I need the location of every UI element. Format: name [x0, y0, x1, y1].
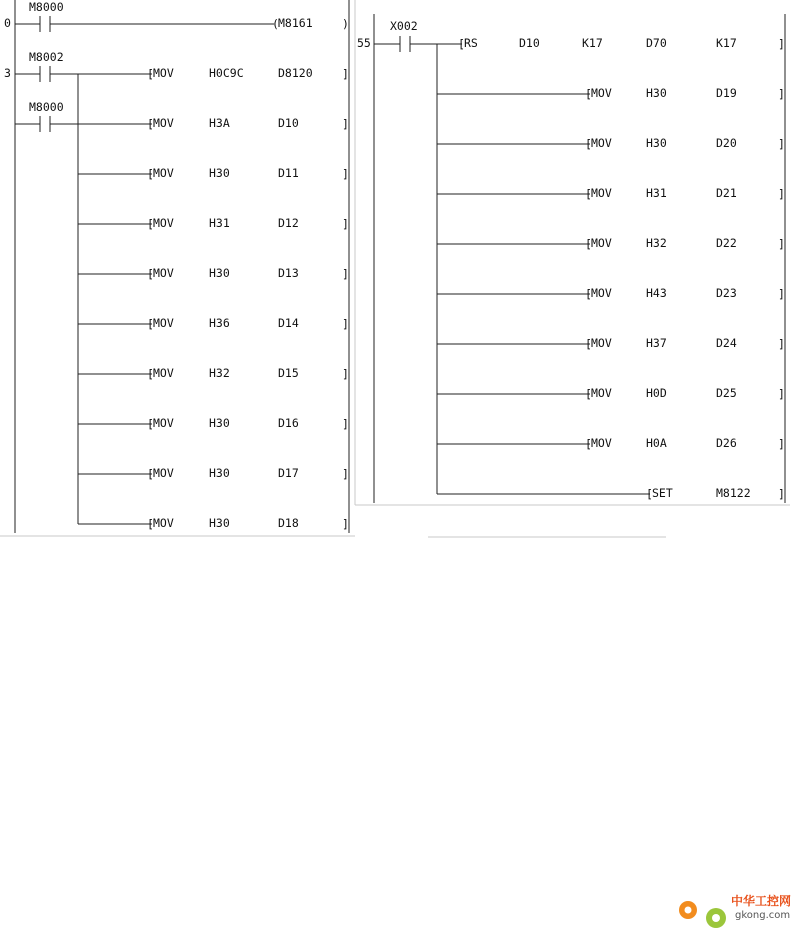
- instruction-op: MOV: [591, 336, 612, 350]
- instruction-dst: D15: [278, 366, 299, 380]
- mov-instruction: [437, 86, 785, 101]
- contact-label: M8000: [29, 100, 64, 114]
- svg-text:]: ]: [342, 467, 349, 481]
- mov-instruction: [437, 186, 785, 201]
- svg-text:[: [: [147, 217, 154, 231]
- instruction-src: H30: [646, 136, 667, 150]
- svg-text:[: [: [585, 87, 592, 101]
- mov-instruction: [437, 386, 785, 401]
- instruction-src: H37: [646, 336, 667, 350]
- instruction-op: RS: [464, 36, 478, 50]
- instruction-op: MOV: [591, 286, 612, 300]
- svg-text:]: ]: [342, 367, 349, 381]
- svg-text:[: [: [585, 187, 592, 201]
- instruction-arg: M8122: [716, 486, 751, 500]
- svg-text:[: [: [585, 287, 592, 301]
- instruction-src: H36: [209, 316, 230, 330]
- svg-text:[: [: [458, 37, 465, 51]
- instruction-src: H3A: [209, 116, 230, 130]
- svg-text:]: ]: [342, 217, 349, 231]
- contact-label: M8002: [29, 50, 64, 64]
- svg-text:]: ]: [778, 137, 785, 151]
- instruction-op: MOV: [153, 466, 174, 480]
- mov-instruction: [437, 236, 785, 251]
- mov-instruction: [78, 466, 349, 481]
- instruction-arg: D70: [646, 36, 667, 50]
- watermark: [679, 893, 791, 928]
- instruction-src: H30: [209, 466, 230, 480]
- instruction-op: MOV: [591, 386, 612, 400]
- instruction-dst: D14: [278, 316, 299, 330]
- instruction-src: H0A: [646, 436, 667, 450]
- instruction-dst: D23: [716, 286, 737, 300]
- svg-text:]: ]: [342, 417, 349, 431]
- svg-text:[: [: [585, 137, 592, 151]
- step-number: 55: [357, 36, 371, 50]
- svg-text:[: [: [147, 167, 154, 181]
- instruction-op: MOV: [591, 136, 612, 150]
- instruction-op: MOV: [153, 66, 174, 80]
- mov-instruction: [78, 116, 349, 131]
- svg-text:[: [: [147, 367, 154, 381]
- instruction-dst: D16: [278, 416, 299, 430]
- mov-instruction: [437, 136, 785, 151]
- instruction-src: H43: [646, 286, 667, 300]
- instruction-src: H32: [209, 366, 230, 380]
- gear-logo-icon: [679, 901, 726, 928]
- svg-text:[: [: [147, 117, 154, 131]
- instruction-dst: D8120: [278, 66, 313, 80]
- instruction-dst: D22: [716, 236, 737, 250]
- mov-instruction: [78, 66, 349, 81]
- svg-text:[: [: [585, 237, 592, 251]
- svg-text:]: ]: [342, 117, 349, 131]
- instruction-op: MOV: [153, 316, 174, 330]
- instruction-op: MOV: [153, 416, 174, 430]
- instruction-op: MOV: [591, 236, 612, 250]
- svg-text:]: ]: [778, 337, 785, 351]
- svg-text:]: ]: [342, 517, 349, 531]
- svg-text:[: [: [646, 487, 653, 501]
- mov-instruction: [78, 316, 349, 331]
- instruction-dst: D17: [278, 466, 299, 480]
- mov-instruction: [78, 366, 349, 381]
- instruction-src: H30: [209, 416, 230, 430]
- svg-text:]: ]: [778, 487, 785, 501]
- mov-instruction: [437, 336, 785, 351]
- mov-instruction: [78, 516, 349, 531]
- instruction-dst: D13: [278, 266, 299, 280]
- svg-text:[: [: [147, 517, 154, 531]
- instruction-op: MOV: [153, 116, 174, 130]
- instruction-src: H30: [209, 166, 230, 180]
- svg-text:[: [: [147, 417, 154, 431]
- instruction-src: H31: [209, 216, 230, 230]
- svg-text:[: [: [147, 317, 154, 331]
- instruction-dst: D10: [278, 116, 299, 130]
- instruction-src: H32: [646, 236, 667, 250]
- contact-label: M8000: [29, 0, 64, 14]
- instruction-src: H0D: [646, 386, 667, 400]
- right-panel: [357, 14, 785, 503]
- instruction-arg: K17: [716, 36, 737, 50]
- instruction-src: H30: [209, 266, 230, 280]
- svg-text:[: [: [147, 67, 154, 81]
- svg-text:]: ]: [778, 37, 785, 51]
- svg-text:): ): [342, 17, 349, 31]
- mov-instruction: [78, 166, 349, 181]
- svg-text:]: ]: [778, 187, 785, 201]
- instruction-dst: D11: [278, 166, 299, 180]
- instruction-arg: K17: [582, 36, 603, 50]
- instruction-op: MOV: [153, 266, 174, 280]
- instruction-op: MOV: [591, 86, 612, 100]
- svg-text:]: ]: [778, 387, 785, 401]
- instruction-dst: D24: [716, 336, 737, 350]
- instruction-op: MOV: [153, 216, 174, 230]
- svg-text:[: [: [585, 387, 592, 401]
- instruction-src: H30: [646, 86, 667, 100]
- instruction-arg: D10: [519, 36, 540, 50]
- svg-text:]: ]: [342, 67, 349, 81]
- watermark-text: 中华工控网: [731, 894, 792, 908]
- instruction-dst: D25: [716, 386, 737, 400]
- svg-text:]: ]: [778, 87, 785, 101]
- instruction-dst: D18: [278, 516, 299, 530]
- mov-instruction: [78, 216, 349, 231]
- mov-instruction: [78, 416, 349, 431]
- svg-text:]: ]: [778, 237, 785, 251]
- svg-text:[: [: [585, 337, 592, 351]
- step-number: 0: [4, 16, 11, 30]
- step-number: 3: [4, 66, 11, 80]
- watermark-url: gkong.com: [735, 910, 791, 921]
- contact-label: X002: [390, 19, 418, 33]
- instruction-op: MOV: [153, 166, 174, 180]
- svg-text:]: ]: [342, 167, 349, 181]
- instruction-op: MOV: [591, 186, 612, 200]
- coil-label: M8161: [278, 16, 313, 30]
- svg-text:[: [: [147, 467, 154, 481]
- svg-text:[: [: [585, 437, 592, 451]
- instruction-op: MOV: [153, 516, 174, 530]
- instruction-op: SET: [652, 486, 673, 500]
- svg-text:]: ]: [342, 317, 349, 331]
- instruction-src: H0C9C: [209, 66, 244, 80]
- svg-text:]: ]: [778, 287, 785, 301]
- instruction-src: H31: [646, 186, 667, 200]
- instruction-op: MOV: [153, 366, 174, 380]
- instruction-dst: D21: [716, 186, 737, 200]
- instruction-op: MOV: [591, 436, 612, 450]
- instruction-dst: D26: [716, 436, 737, 450]
- mov-instruction: [437, 286, 785, 301]
- instruction-src: H30: [209, 516, 230, 530]
- svg-text:]: ]: [778, 437, 785, 451]
- left-panel: [4, 0, 349, 533]
- mov-instruction: [78, 266, 349, 281]
- svg-text:(: (: [272, 17, 279, 31]
- mov-instruction: [437, 436, 785, 451]
- svg-text:]: ]: [342, 267, 349, 281]
- instruction-dst: D12: [278, 216, 299, 230]
- svg-text:[: [: [147, 267, 154, 281]
- instruction-dst: D19: [716, 86, 737, 100]
- instruction-dst: D20: [716, 136, 737, 150]
